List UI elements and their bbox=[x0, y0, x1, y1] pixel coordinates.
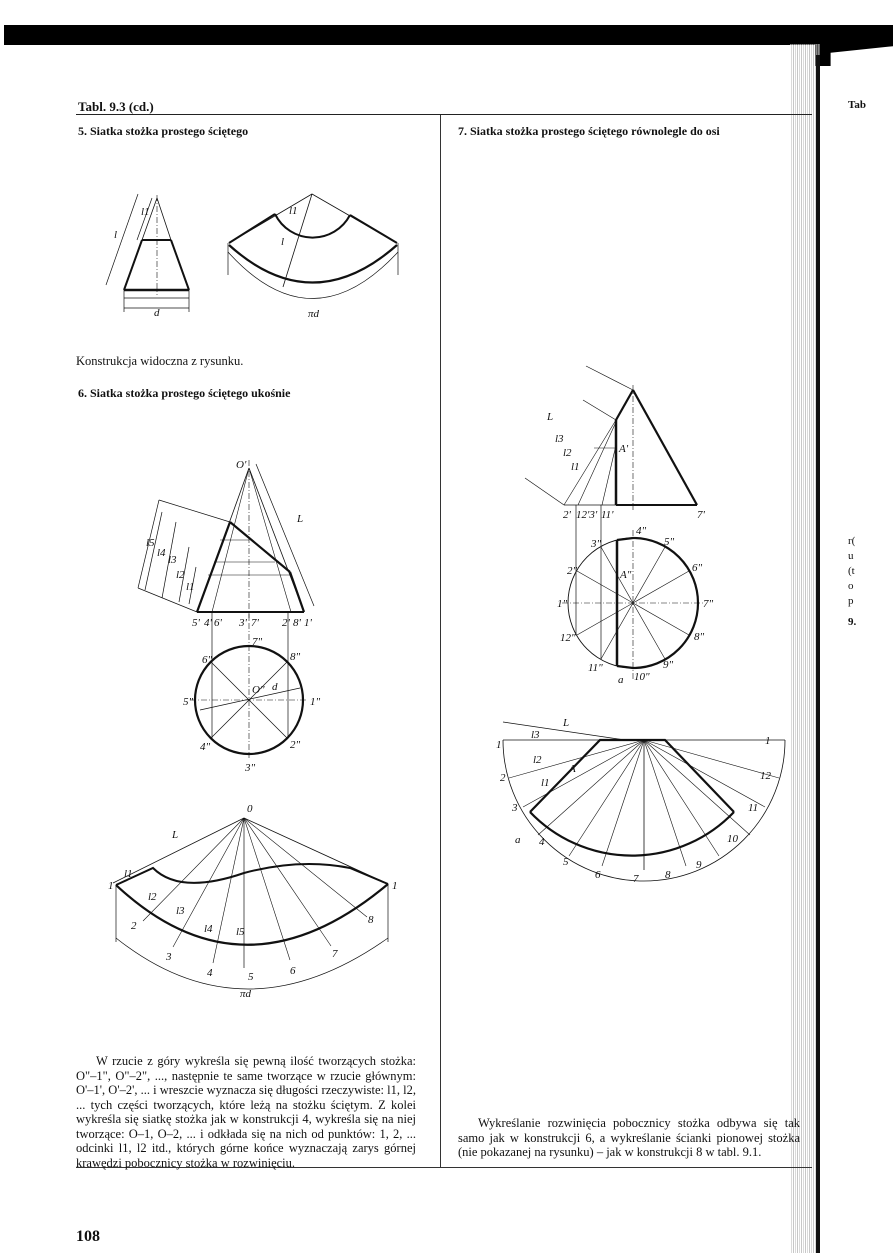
label-2p: 2' bbox=[282, 617, 290, 629]
table-label: Tabl. 9.3 (cd.) bbox=[78, 99, 154, 114]
label-12pp: 12" bbox=[560, 632, 576, 644]
label-O-prime: O' bbox=[236, 459, 247, 471]
label-4pp: 4" bbox=[636, 525, 647, 537]
section-5-caption: Konstrukcja widoczna z rysunku. bbox=[76, 354, 244, 368]
label-net-2: 2 bbox=[500, 772, 506, 784]
label-net-l1: l1 bbox=[124, 868, 133, 880]
label-7pp: 7" bbox=[703, 598, 714, 610]
label-12p3p: 12'3' bbox=[576, 509, 598, 521]
label-l3: l3 bbox=[168, 554, 177, 566]
label-a: a bbox=[618, 674, 624, 686]
label-L: L bbox=[297, 513, 304, 525]
label-net-3: 3 bbox=[512, 802, 518, 814]
label-net-1: 1 bbox=[108, 880, 114, 892]
label-net-7: 7 bbox=[633, 873, 639, 885]
label-net-A: A bbox=[569, 763, 576, 775]
label-l1: l1 bbox=[141, 206, 150, 218]
label-net-5: 5 bbox=[563, 856, 569, 868]
label-net-9: 9 bbox=[696, 859, 702, 871]
label-net-4: 4 bbox=[207, 967, 213, 979]
label-net-6: 6 bbox=[290, 965, 296, 977]
label-0: 0 bbox=[247, 803, 253, 815]
page-number: 108 bbox=[76, 1228, 100, 1245]
label-11p: 11' bbox=[601, 509, 614, 521]
label-App: A" bbox=[620, 569, 632, 581]
label-net-l4: l4 bbox=[204, 923, 213, 935]
section-6-description: W rzucie z góry wykreśla się pewną ilość tworzących stożka: O"–1", O"–2", ..., następnie te same tworzące w rzucie głównym: O'–1', O'–2', ... i wreszcie wyznacza się długości rzeczywiste: l1, l2, ... tych części tworzących, które leżą na stożku ściętym. Z kolei wykreśla się siatkę stożka jak w konstrukcji 4, wykreśla się na niej tworzące: O–1, O–2, ... i odkłada się na nich od punktów: 1, 2, ... odcinki l1, l2 itd., których górne końce wyznaczają zarys górnej krawędzi pobocznicy stożka w rozwinięciu. bbox=[76, 1054, 416, 1170]
label-net-4: 4 bbox=[539, 836, 545, 848]
label-l5: l5 bbox=[146, 537, 155, 549]
label-net-l3: l3 bbox=[531, 729, 540, 741]
label-net-l2: l2 bbox=[533, 754, 542, 766]
label-11pp: 11" bbox=[588, 662, 603, 674]
section-5-title: 5. Siatka stożka prostego ściętego bbox=[78, 124, 249, 138]
label-net-8: 8 bbox=[368, 914, 374, 926]
label-8p: 8' bbox=[293, 617, 301, 629]
label-net-l2: l2 bbox=[148, 891, 157, 903]
label-9pp: 9" bbox=[663, 659, 674, 671]
label-l3: l3 bbox=[555, 433, 564, 445]
label-net-1-right: 1 bbox=[765, 735, 771, 747]
section-6-title: 6. Siatka stożka prostego ściętego ukośnie bbox=[78, 386, 291, 400]
label-l1: l1 bbox=[186, 581, 195, 593]
next-page-header: Tab bbox=[848, 99, 866, 111]
label-net-8: 8 bbox=[665, 869, 671, 881]
label-l4: l4 bbox=[157, 547, 166, 559]
label-2pp: 2" bbox=[567, 565, 578, 577]
label-6p: 6' bbox=[214, 617, 222, 629]
next-page-letter: p bbox=[848, 595, 854, 607]
label-10pp: 10" bbox=[634, 671, 650, 683]
label-5pp: 5" bbox=[664, 536, 675, 548]
label-1pp: 1" bbox=[310, 696, 321, 708]
label-l1: l1 bbox=[571, 461, 580, 473]
label-net-a: a bbox=[515, 834, 521, 846]
label-net-L: L bbox=[172, 829, 179, 841]
label-l2: l2 bbox=[563, 447, 572, 459]
label-net-6: 6 bbox=[595, 869, 601, 881]
label-net-l3: l3 bbox=[176, 905, 185, 917]
label-net-11: 11 bbox=[748, 802, 759, 814]
label-A-prime: A' bbox=[619, 443, 629, 455]
label-8pp: 8" bbox=[290, 651, 301, 663]
label-net-l: l bbox=[281, 236, 285, 248]
label-l2: l2 bbox=[176, 569, 185, 581]
label-6pp: 6" bbox=[692, 562, 703, 574]
label-4p: 4' bbox=[204, 617, 212, 629]
label-7p: 7' bbox=[251, 617, 259, 629]
label-net-12: 12 bbox=[760, 770, 771, 782]
next-page-letter: o bbox=[848, 580, 854, 592]
label-net-l1: l1 bbox=[289, 205, 298, 217]
label-7pp: 7" bbox=[252, 636, 263, 648]
label-6pp: 6" bbox=[202, 654, 213, 666]
label-1p: 1' bbox=[304, 617, 312, 629]
label-net-3: 3 bbox=[166, 951, 172, 963]
next-page-letter: u bbox=[848, 550, 854, 562]
label-net-5: 5 bbox=[248, 971, 254, 983]
next-page-section-number: 9. bbox=[848, 616, 857, 628]
label-l: l bbox=[114, 229, 118, 241]
label-net-7: 7 bbox=[332, 948, 338, 960]
label-L: L bbox=[547, 411, 554, 423]
label-net-1-right: 1 bbox=[392, 880, 398, 892]
label-d: d bbox=[272, 681, 278, 693]
next-page-letter: (t bbox=[848, 565, 855, 577]
label-Opp: O" bbox=[252, 684, 265, 696]
label-1pp: 1" bbox=[557, 598, 568, 610]
label-3p: 3' bbox=[239, 617, 247, 629]
label-5p: 5' bbox=[192, 617, 200, 629]
label-7p: 7' bbox=[697, 509, 705, 521]
label-net-2: 2 bbox=[131, 920, 137, 932]
label-net-pid: πd bbox=[240, 988, 252, 1000]
label-d: d bbox=[154, 307, 160, 319]
label-3pp: 3" bbox=[591, 538, 602, 550]
label-3pp: 3" bbox=[245, 762, 256, 774]
label-5pp: 5" bbox=[183, 696, 194, 708]
label-8pp: 8" bbox=[694, 631, 705, 643]
label-net-l5: l5 bbox=[236, 926, 245, 938]
label-2pp: 2" bbox=[290, 739, 301, 751]
label-net-L: L bbox=[563, 717, 570, 729]
label-net-1: 1 bbox=[496, 739, 502, 751]
label-4pp: 4" bbox=[200, 741, 211, 753]
label-2p: 2' bbox=[563, 509, 571, 521]
label-net-l1: l1 bbox=[541, 777, 550, 789]
section-7-title: 7. Siatka stożka prostego ściętego równolegle do osi bbox=[458, 124, 720, 138]
label-net-10: 10 bbox=[727, 833, 738, 845]
next-page-letter: r( bbox=[848, 535, 856, 547]
label-pid: πd bbox=[308, 308, 320, 320]
section-7-description: Wykreślanie rozwinięcia pobocznicy stożka odbywa się tak samo jak w konstrukcji 6, a wykreślanie ścianki pionowej stożka (nie pokazanej na rysunku) – jak w konstrukcji 8 w tabl. 9.1. bbox=[458, 1116, 800, 1159]
